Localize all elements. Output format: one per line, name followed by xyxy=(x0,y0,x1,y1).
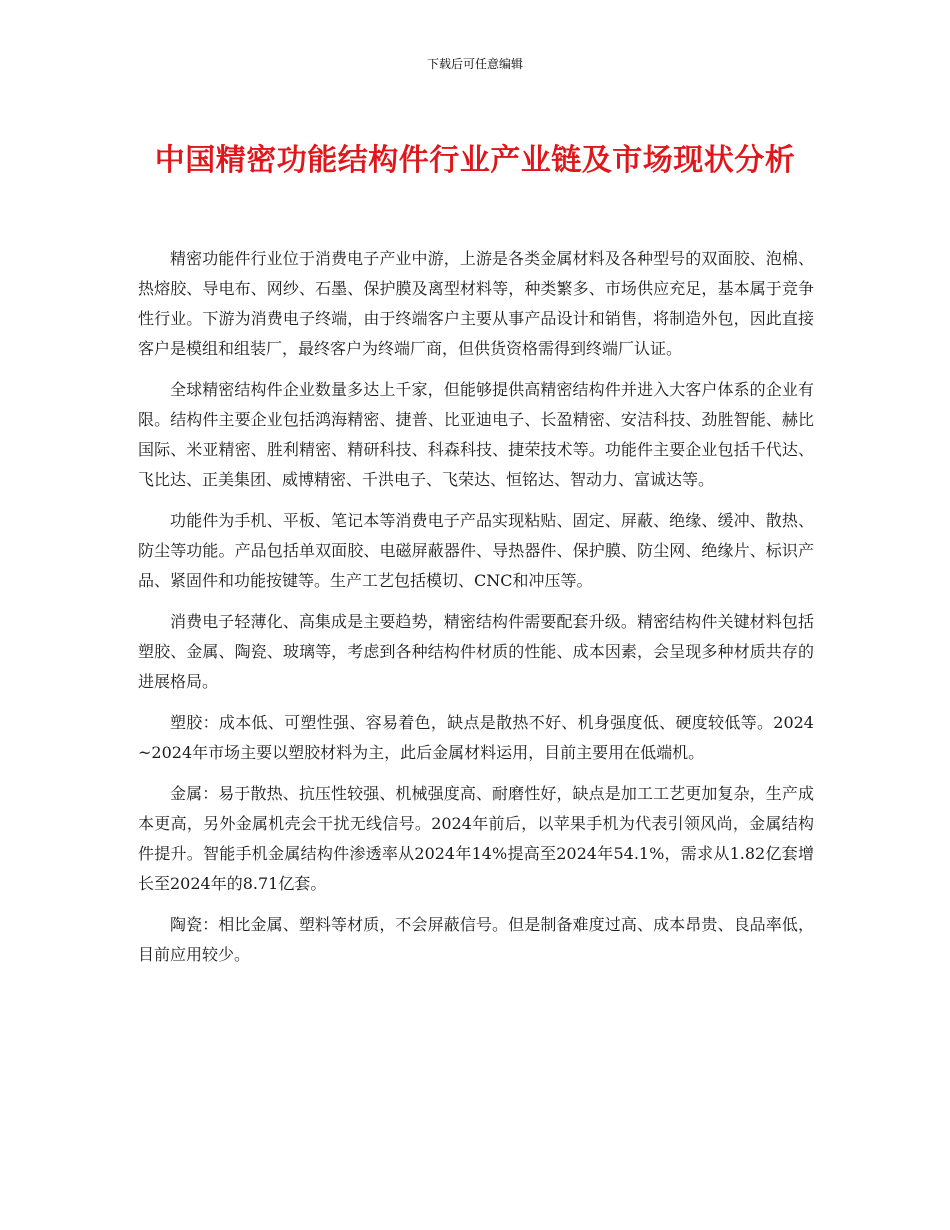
paragraph-ceramic: 陶瓷：相比金属、塑料等材质，不会屏蔽信号。但是制备难度过高、成本昂贵、良品率低，目前应用较少。 xyxy=(138,915,814,964)
paragraph-industry-chain: 精密功能件行业位于消费电子产业中游，上游是各类金属材料及各种型号的双面胶、泡棉、热熔胶、导电布、网纱、石墨、保护膜及离型材料等，种类繁多、市场供应充足，基本属于竞争性行业。下游为消费电子终端，由于终端客户主要从事产品设计和销售，将制造外包，因此直接客户是模组和组装厂，最终客户为终端厂商，但供货资格需得到终端厂认证。 xyxy=(138,249,814,358)
paragraph-major-companies: 全球精密结构件企业数量多达上千家，但能够提供高精密结构件并进入大客户体系的企业有限。结构件主要企业包括鸿海精密、捷普、比亚迪电子、长盈精密、安洁科技、劲胜智能、赫比国际、米亚精密、胜利精密、精研科技、科森科技、捷荣技术等。功能件主要企业包括千代达、飞比达、正美集团、威博精密、千洪电子、飞荣达、恒铭达、智动力、富诚达等。 xyxy=(138,380,814,489)
download-note: 下载后可任意编辑 xyxy=(426,57,523,71)
document-body xyxy=(138,244,814,981)
document-title: 中国精密功能结构件行业产业链及市场现状分析 xyxy=(154,143,796,178)
paragraph-plastic: 塑胶：成本低、可塑性强、容易着色，缺点是散热不好、机身强度低、硬度较低等。2024~2024年市场主要以塑胶材料为主，此后金属材料运用，目前主要用在低端机。 xyxy=(138,713,814,762)
paragraph-trends: 消费电子轻薄化、高集成是主要趋势，精密结构件需要配套升级。精密结构件关键材料包括塑胶、金属、陶瓷、玻璃等，考虑到各种结构件材质的性能、成本因素，会呈现多种材质共存的进展格局。 xyxy=(138,612,814,691)
paragraph-metal: 金属：易于散热、抗压性较强、机械强度高、耐磨性好，缺点是加工工艺更加复杂，生产成本更高，另外金属机壳会干扰无线信号。2024年前后，以苹果手机为代表引领风尚，金属结构件提升。智能手机金属结构件渗透率从2024年14%提高至2024年54.1%，需求从1.82亿套增长至2024年的8.71亿套。 xyxy=(138,784,814,893)
paragraph-functional-parts: 功能件为手机、平板、笔记本等消费电子产品实现粘贴、固定、屏蔽、绝缘、缓冲、散热、防尘等功能。产品包括单双面胶、电磁屏蔽器件、导热器件、保护膜、防尘网、绝缘片、标识产品、紧固件和功能按键等。生产工艺包括模切、CNC和冲压等。 xyxy=(138,511,814,590)
